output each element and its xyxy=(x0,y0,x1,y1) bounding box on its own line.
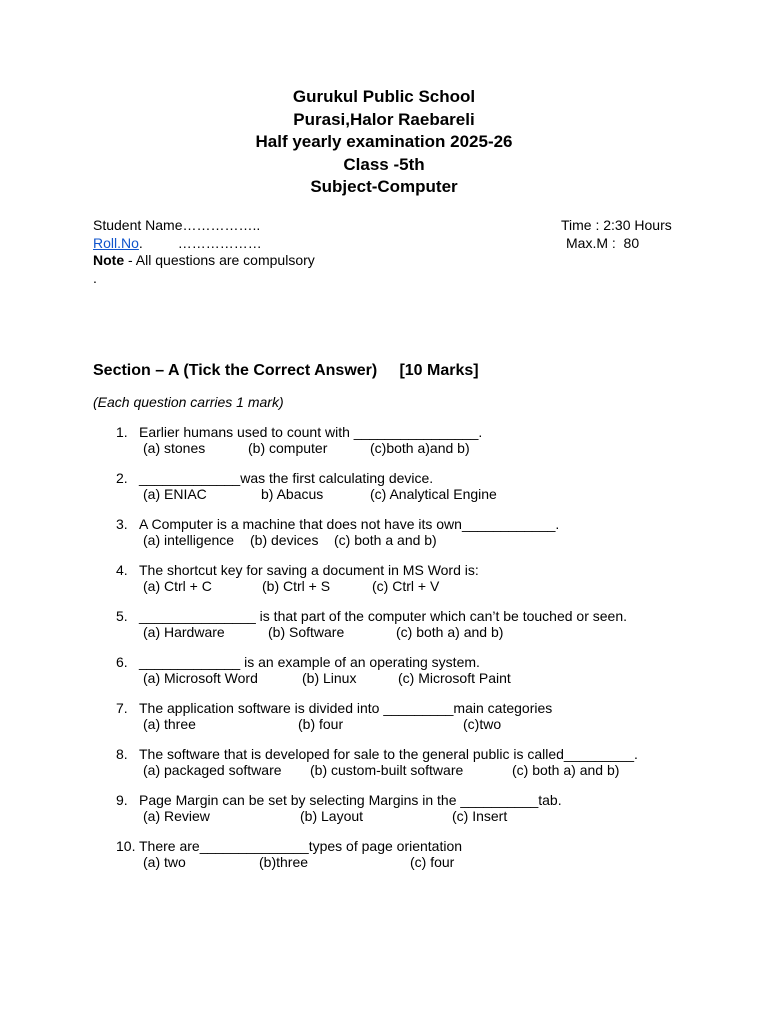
note-line xyxy=(93,252,315,269)
option-c: (c) Microsoft Paint xyxy=(398,670,511,686)
question-number: 5. xyxy=(116,608,128,624)
option-c: (c) Insert xyxy=(452,808,508,824)
stray-dot: . xyxy=(93,270,97,286)
option-row xyxy=(143,486,703,502)
option-row xyxy=(143,854,703,870)
roll-number-dots: . ……………… xyxy=(138,235,262,251)
option-a: (a) two xyxy=(143,854,186,870)
section-title: Section – A (Tick the Correct Answer) [10 Marks] xyxy=(93,362,479,379)
roll-number-link[interactable]: Roll.No xyxy=(93,235,139,251)
option-c: (c) Analytical Engine xyxy=(370,486,497,502)
option-c: (c) Ctrl + V xyxy=(372,578,440,594)
time-field: Time : 2:30 Hours xyxy=(561,217,672,233)
option-row xyxy=(143,578,703,594)
option-b: (b) custom-built software xyxy=(310,762,464,778)
option-row xyxy=(143,532,703,548)
option-c: (c) four xyxy=(410,854,455,870)
option-row xyxy=(143,624,703,640)
school-address: Purasi,Halor Raebareli xyxy=(293,109,475,129)
option-b: (b)three xyxy=(259,854,309,870)
option-a: (a) Microsoft Word xyxy=(143,670,258,686)
option-b: (b) Linux xyxy=(302,670,357,686)
option-a: (a) intelligence xyxy=(143,532,235,548)
question-text: Earlier humans used to count with ________________. xyxy=(139,424,483,440)
option-b: (b) Layout xyxy=(300,808,364,824)
option-row xyxy=(143,808,703,824)
class-line: Class -5th xyxy=(343,154,425,174)
roll-number-field xyxy=(93,235,262,252)
option-a: (a) Review xyxy=(143,808,210,824)
option-b: (b) computer xyxy=(248,440,328,456)
question-number: 7. xyxy=(116,700,128,716)
question-number: 2. xyxy=(116,470,128,486)
option-c: (c) both a) and b) xyxy=(512,762,620,778)
option-c: (c)both a)and b) xyxy=(370,440,470,456)
question-number: 4. xyxy=(116,562,128,578)
option-a: (a) Hardware xyxy=(143,624,225,640)
question-number: 10. xyxy=(116,838,136,854)
option-b: (b) Software xyxy=(268,624,345,640)
exam-title: Half yearly examination 2025-26 xyxy=(255,132,513,152)
option-b: (b) devices xyxy=(250,532,319,548)
question-text: The shortcut key for saving a document in MS Word is: xyxy=(139,562,479,578)
option-row xyxy=(143,762,703,778)
question-text: A Computer is a machine that does not have its own____________. xyxy=(139,516,560,532)
option-c: (c) both a and b) xyxy=(334,532,437,548)
option-c: (c)two xyxy=(463,716,502,732)
option-a: (a) Ctrl + C xyxy=(143,578,212,594)
option-a: (a) packaged software xyxy=(143,762,282,778)
option-a: (a) stones xyxy=(143,440,206,456)
question-text: _____________was the first calculating device. xyxy=(139,470,434,486)
question-number: 1. xyxy=(116,424,128,440)
section-subtitle: (Each question carries 1 mark) xyxy=(93,394,284,410)
question-text: The application software is divided into _________main categories xyxy=(139,700,553,716)
question-number: 3. xyxy=(116,516,128,532)
option-b: (b) Ctrl + S xyxy=(262,578,331,594)
max-marks-field: Max.M : 80 xyxy=(566,235,640,251)
question-text: The software that is developed for sale to the general public is called_________. xyxy=(139,746,638,762)
note-label: Note xyxy=(93,252,125,268)
question-number: 8. xyxy=(116,746,128,762)
option-a: (a) ENIAC xyxy=(143,486,207,502)
question-number: 6. xyxy=(116,654,128,670)
school-name: Gurukul Public School xyxy=(292,87,476,106)
subject-line: Subject-Computer xyxy=(310,177,458,197)
paper-header xyxy=(0,86,768,199)
option-c: (c) both a) and b) xyxy=(396,624,504,640)
option-a: (a) three xyxy=(143,716,196,732)
note-text: - All questions are compulsory xyxy=(124,252,315,268)
option-b: (b) four xyxy=(298,716,344,732)
question-number: 9. xyxy=(116,792,128,808)
option-b: b) Abacus xyxy=(261,486,324,502)
question-text: There are______________types of page orientation xyxy=(139,838,463,854)
student-name-field: Student Name…………….. xyxy=(93,217,261,233)
option-row xyxy=(143,440,703,456)
question-text: _______________ is that part of the computer which can’t be touched or seen. xyxy=(139,608,628,624)
option-row xyxy=(143,670,703,686)
question-text: Page Margin can be set by selecting Margins in the __________tab. xyxy=(139,792,562,808)
option-row xyxy=(143,716,703,732)
question-text: _____________ is an example of an operating system. xyxy=(139,654,480,670)
